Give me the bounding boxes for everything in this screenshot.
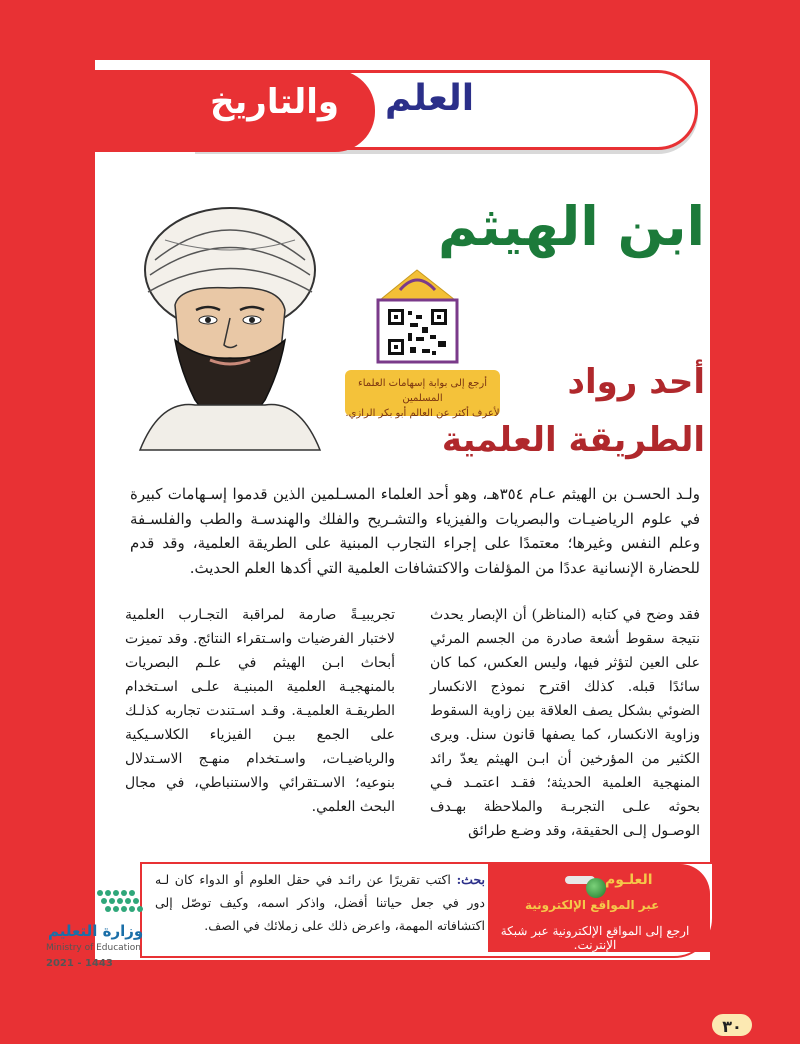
body-column-right: فقد وضح في كتابه (المناظر) أن الإبصار يحدث نتيجة سقوط أشعة صادرة من الجسم المرئي على العين لتؤثر فيها، وليس العكس، كما كان سائدًا قبله. كذلك اقترح نموذج الانكسار الضوئي بشكل يصف العلاقة بين زاوية السقوط وزاوية الانكسار، كما يصفها قانون سنل. ويرى الكثير من المؤرخين أن ابـن الهيثم يعدّ رائد المنهجية العلمية الحديثة؛ فقـد اعتمـد فـي بحوثه علـى التجربـة والملاحظة بهـدف الوصـول إلـى الحقيقة، وقد وضـع طرائق: [430, 607, 700, 839]
research-text-block: [155, 868, 485, 937]
qr-note-line2: لأعرف أكثر عن العالم أبو بكر الرازي.: [345, 408, 500, 419]
globe-icon: [586, 878, 606, 898]
subtitle-line1: أحد رواد: [567, 362, 705, 402]
qr-note-line1: أرجع إلى بوابة إسهامات العلماء المسلمين: [358, 378, 487, 404]
body-column-left: تجريبيـةً صارمة لمراقبة التجـارب العلمية لاختبار الفرضيات واسـتقراء النتائج. وقد تميزت أبحاث ابـن الهيثم في علـم البصريات بالمنهجيـة العلمية المبنيـة علـى اسـتخدام الطريقـة العلميـة. وقـد اسـتندت تجاربه كذلـك على الجمع بيـن الفيزياء الكلاسـيكية والرياضيـات، واسـتخدام منهـج الاسـتدلال بنوعيه؛ الاسـتقرائي والاستنباطي، في مجال البحث العلمي.: [125, 607, 395, 815]
ministry-name-en: Ministry of Education: [46, 943, 141, 953]
page-title: ابن الهيثم: [437, 195, 705, 258]
qr-note: [345, 370, 500, 419]
banner-title-history: والتاريخ: [210, 82, 340, 122]
web-label-online: عبر المواقع الإلكترونية: [525, 898, 660, 912]
ministry-year: 2021 - 1443: [46, 958, 113, 969]
research-label: بحث:: [456, 872, 485, 887]
page-number: ٣٠: [710, 1012, 754, 1038]
intro-paragraph: ولـد الحسـن بن الهيثم عـام ٣٥٤هـ، وهو أحد العلماء المسـلمين الذين قدموا إسـهامات كبيرة في علوم الرياضيـات والبصريات والفيزياء والتشـريح والفلك والهندسـة والطب والفلسـفة وعلم النفس وغيرها؛ معتمدًا على إجراء التجارب المبنية على الطريقة العلمية، وقد قدم للحضارة الإنسانية عددًا من المؤلفات والاكتشافات العلمية التي أكدها العلم الحديث.: [130, 485, 700, 577]
web-description: ارجع إلى المواقع الإلكترونية عبر شبكة الإنترنت.: [500, 924, 690, 952]
subtitle-line2: الطريقة العلمية: [441, 420, 705, 460]
banner-title-science: العلم: [385, 78, 475, 119]
ministry-name-ar: وزارة التعليم: [48, 922, 144, 940]
qr-code-icon[interactable]: [370, 265, 465, 365]
web-label-science: العلـوم: [605, 872, 653, 888]
research-text: اكتب تقريرًا عن رائـد في حقل العلوم أو الدواء كان لـه دور في جعل حياتنا أفضل، واذكر اسمه، وكيف توصّل إلى اكتشافاته المهمة، واعرض ذلك على زملائك في الصف.: [155, 872, 485, 933]
ibn-al-haytham-portrait: [120, 200, 325, 455]
